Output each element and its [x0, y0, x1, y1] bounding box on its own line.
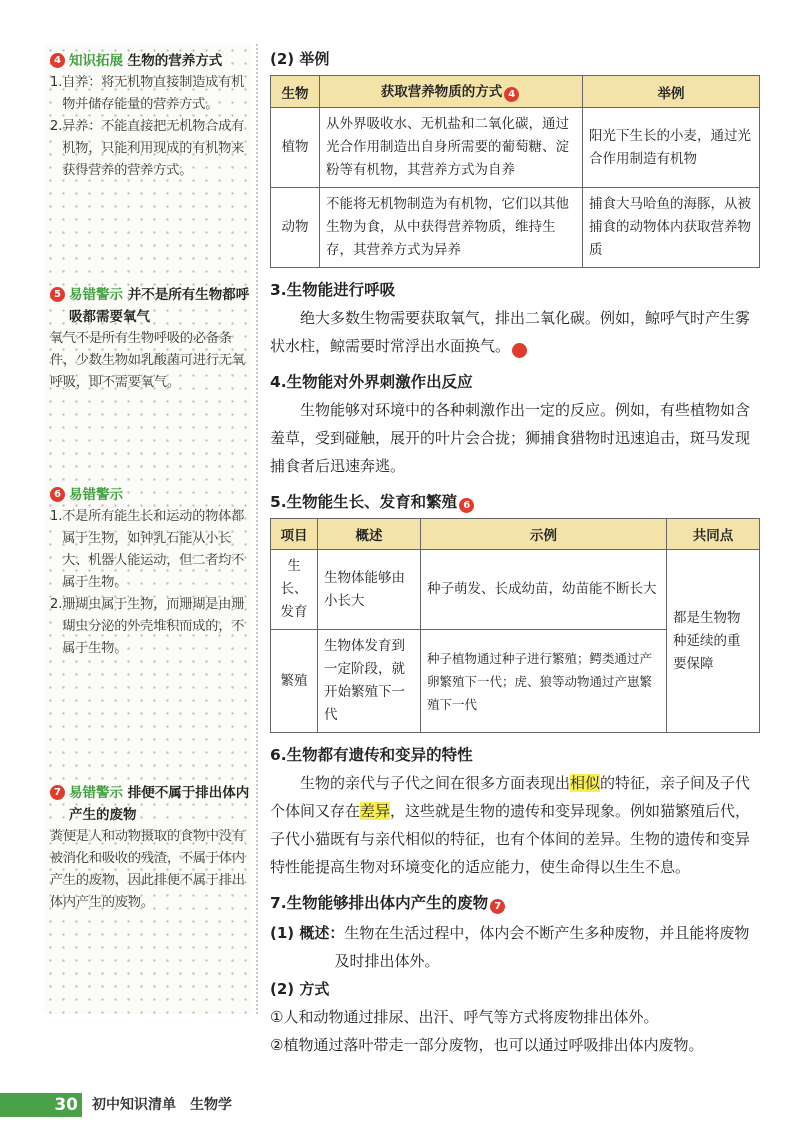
table-row [271, 188, 760, 268]
section-7-method-label: (2) 方式 [270, 980, 330, 998]
section-3-title: 3.生物能进行呼吸 [270, 281, 396, 299]
section-6-text [270, 769, 760, 881]
note-4-badge: 4 [50, 53, 65, 68]
highlight-similar: 相似 [570, 774, 601, 792]
section-4-text: 生物能够对环境中的各种刺激作出一定的反应。例如，有些植物如含羞草，受到碰触，展开的叶片会合拢；狮捕食猎物时迅速追击，斑马发现捕食者后迅速奔逃。 [270, 401, 751, 475]
table-cell: 种子萌发、长成幼苗，幼苗能不断长大 [421, 550, 667, 630]
table-cell: 阳光下生长的小麦，通过光合作用制造有机物 [583, 108, 760, 188]
table-header-cell: 举例 [583, 76, 760, 108]
note-5-text: 氧气不是所有生物呼吸的必备条件，少数生物如乳酸菌可进行无氧呼吸，即不需要氧气。 [50, 331, 246, 390]
page-number: 30 [0, 1093, 82, 1117]
growth-table [270, 518, 760, 733]
table-header-cell: 概述 [318, 519, 421, 550]
note-6-item [50, 506, 255, 594]
note-6-tag: 易错警示 [69, 487, 123, 503]
section-4-title: 4.生物能对外界刺激作出反应 [270, 373, 473, 391]
section-7-badge: 7 [490, 899, 505, 914]
note-7-badge: 7 [50, 785, 65, 800]
table-row [271, 108, 760, 188]
note-5 [50, 284, 255, 394]
section-7-overview-text: 生物在生活过程中，体内会不断产生多种废物，并且能将废物及时排出体外。 [334, 924, 750, 970]
main-content [270, 44, 760, 1059]
table-header-cell: 示例 [421, 519, 667, 550]
table-cell: 动物 [271, 188, 320, 268]
table-badge: 4 [504, 87, 519, 102]
table-cell: 植物 [271, 108, 320, 188]
section-6-title: 6.生物都有遗传和变异的特性 [270, 746, 473, 764]
note-4-item [50, 72, 255, 116]
note-6-item-text: 不是所有能生长和运动的物体都属于生物，如钟乳石能从小长大、机器人能运动，但二者均不属于生物。 [62, 509, 245, 590]
note-7-title: 排便不属于排出体内产生的废物 [69, 785, 250, 823]
section-5-title: 5.生物能生长、发育和繁殖 [270, 493, 458, 511]
note-4-heading [50, 50, 255, 72]
table-cell-common: 都是生物物种延续的重要保障 [667, 550, 760, 733]
table-cell: 生物体发育到一定阶段，就开始繁殖下一代 [318, 630, 421, 733]
note-4-item [50, 116, 255, 182]
note-4-tag: 知识拓展 [69, 53, 123, 69]
table-cell: 生长、发育 [271, 550, 318, 630]
note-5-title: 并不是所有生物都呼吸都需要氧气 [69, 287, 250, 325]
section-5-heading [270, 490, 760, 514]
table-header-row [271, 76, 760, 108]
table-header-cell: 生物 [271, 76, 320, 108]
section-7-overview-label: (1) 概述： [270, 924, 345, 942]
note-6-item-num: 2. [50, 597, 63, 612]
note-7 [50, 782, 255, 914]
highlight-difference: 差异 [360, 802, 391, 820]
section-6-part: ，这些就是生物的遗传和变异现象。例如猫繁殖后代，子代小猫既有与亲代相似的特征，也有个体间的差异。生物的遗传和变异特性能提高生物对环境变化的适应能力，使生命得以生生不息。 [270, 802, 751, 876]
section-5-badge: 6 [459, 498, 474, 513]
note-4 [50, 50, 255, 182]
note-6-item-num: 1. [50, 509, 63, 524]
section-3-body: 绝大多数生物需要获取氧气，排出二氧化碳。例如，鲸呼气时产生雾状水柱，鲸需要时常浮出水面换气。 [270, 309, 751, 355]
section-7-title: 7.生物能够排出体内产生的废物 [270, 894, 489, 912]
table-header-row [271, 519, 760, 550]
note-4-item-num: 1. [50, 75, 63, 90]
section-7-item-1: ①人和动物通过排尿、出汗、呼气等方式将废物排出体外。 [270, 1008, 659, 1026]
note-4-item-text: 异养：不能直接把无机物合成有机物，只能利用现成的有机物来获得营养的营养方式。 [62, 119, 245, 178]
table-cell: 不能将无机物制造为有机物，它们以其他生物为食，从中获得营养物质，维持生存，其营养方式为异养 [320, 188, 583, 268]
section-6-part: 的特征，亲子间及子代个体间又存在 [270, 774, 751, 820]
table-header-cell: 项目 [271, 519, 318, 550]
table-header-text: 获取营养物质的方式 [380, 84, 503, 100]
section-3-text [270, 304, 760, 360]
note-4-item-num: 2. [50, 119, 63, 134]
note-6-item-text: 珊瑚虫属于生物，而珊瑚是由珊瑚虫分泌的外壳堆积而成的，不属于生物。 [62, 597, 245, 656]
note-7-tag: 易错警示 [69, 785, 123, 801]
nutrition-table [270, 75, 760, 268]
section-7-item-2: ②植物通过落叶带走一部分废物，也可以通过呼吸排出体内废物。 [270, 1036, 704, 1054]
table-row [271, 550, 760, 630]
note-7-text: 粪便是人和动物摄取的食物中没有被消化和吸收的残渣，不属于体内产生的废物，因此排便不属于排出体内产生的废物。 [50, 829, 246, 910]
footer-title: 初中知识清单 生物学 [92, 1097, 232, 1113]
note-7-heading [50, 782, 255, 826]
table-header-cell: 共同点 [667, 519, 760, 550]
table-cell: 生物体能够由小长大 [318, 550, 421, 630]
note-6 [50, 484, 255, 660]
table-cell: 种子植物通过种子进行繁殖；鳄类通过产卵繁殖下一代；虎、狼等动物通过产崽繁殖下一代 [421, 630, 667, 733]
note-5-heading [50, 284, 255, 328]
section-7-overview [270, 919, 760, 975]
note-4-title: 生物的营养方式 [127, 53, 223, 69]
table-cell: 从外界吸收水、无机盐和二氧化碳，通过光合作用制造出自身所需要的葡萄糖、淀粉等有机物，其营养方式为自养 [320, 108, 583, 188]
section-3-badge: 5 [512, 343, 527, 358]
table-cell: 繁殖 [271, 630, 318, 733]
note-6-badge: 6 [50, 487, 65, 502]
section-6-part: 生物的亲代与子代之间在很多方面表现出 [300, 774, 571, 792]
section-7-heading [270, 891, 760, 915]
note-6-item [50, 594, 255, 660]
note-6-heading [50, 484, 255, 506]
example-heading: (2) 举例 [270, 50, 330, 68]
table-header-cell [320, 76, 583, 108]
sidebar-divider [256, 44, 258, 1014]
note-5-badge: 5 [50, 287, 65, 302]
note-5-tag: 易错警示 [69, 287, 123, 303]
table-cell: 捕食大马哈鱼的海豚，从被捕食的动物体内获取营养物质 [583, 188, 760, 268]
note-4-item-text: 自养：将无机物直接制造成有机物并储存能量的营养方式。 [62, 75, 245, 112]
